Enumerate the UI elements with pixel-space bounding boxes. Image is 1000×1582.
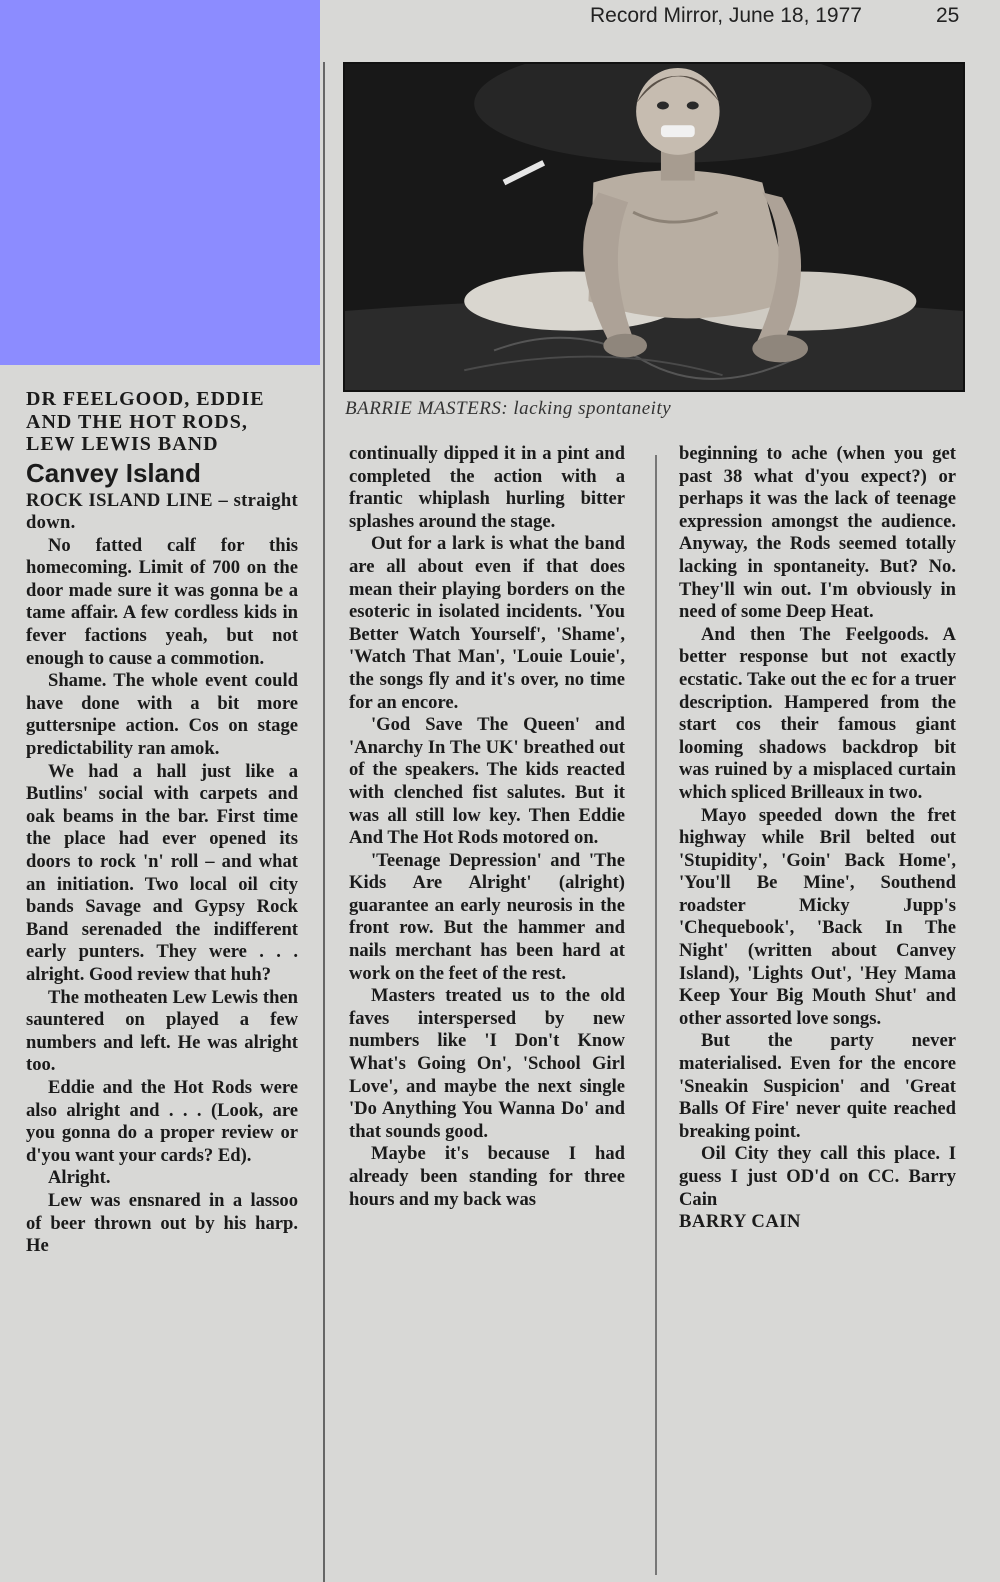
article-byline: BARRY CAIN — [679, 1211, 801, 1233]
photo-caption: BARRIE MASTERS: lacking spontaneity — [345, 398, 672, 419]
paragraph: Lew was ensnared in a lassoo of beer thrown out by his harp. He — [26, 1189, 298, 1257]
paragraph: beginning to ache (when you get past 38 what d'you expect?) or perhaps it was the lack of teenage expression amongst the audience. Anyway, the Rods seemed totally lacking in spontaneity. But? No. They'll win out. I'm obviously in need of some Deep Heat. — [679, 443, 956, 623]
article-column-1 — [26, 388, 298, 1258]
paragraph: Masters treated us to the old faves interspersed by new numbers like 'I Don't Know What's Going On', 'School Girl Love', and maybe the next single 'Do Anything You Wanna Do' and that sounds good. — [349, 985, 625, 1142]
paragraph: And then The Feelgoods. A better response but not exactly ecstatic. Take out the ec for a truer description. Hampered from the start cos their famous giant looming shadows backdrop bit was ruined by a misplaced curtain which spliced Brilleaux in two. — [679, 623, 956, 803]
paragraph: 'Teenage Depression' and 'The Kids Are Alright' (alright) guarantee an early neurosis in the front row. But the hammer and nails merchant has been hard at work on the feet of the rest. — [349, 849, 625, 984]
paragraph: We had a hall just like a Butlins' social with carpets and oak beams in the bar. First time the place had ever opened its doors to rock 'n' roll – and what an initiation. Two local oil city bands Savage and Gypsy Rock Band serenaded the indifferent early punters. They were . . . alright. Good review that huh? — [26, 760, 298, 985]
paragraph: ROCK ISLAND LINE – straight down. — [26, 489, 298, 534]
paragraph: 'God Save The Queen' and 'Anarchy In The UK' breathed out of the speakers. The kids reacted with clenched fist salutes. But it was all still low key. Then Eddie And The Hot Rods motored on. — [349, 714, 625, 849]
paragraph: The motheaten Lew Lewis then sauntered on played a few numbers and left. He was alright too. — [26, 986, 298, 1076]
article-column-2 — [349, 443, 625, 1211]
paragraph: Oil City they call this place. I guess I just OD'd on CC. Barry Cain — [679, 1143, 956, 1210]
paragraph: Mayo speeded down the fret highway while Bril belted out 'Stupidity', 'Goin' Back Home', 'You'll Be Mine', Southend roadster Micky Jupp's 'Chequebook', 'Back In The Night' (written about Canvey Island), 'Lights Out', 'Hey Mama Keep Your Big Mouth Shut' and other assorted love songs. — [679, 804, 956, 1029]
paragraph: Eddie and the Hot Rods were also alright and . . . (Look, are you gonna do a proper review or d'you want your cards? Ed). — [26, 1076, 298, 1166]
paragraph: Maybe it's because I had already been standing for three hours and my back was — [349, 1143, 625, 1210]
page-number: 25 — [936, 4, 960, 27]
paragraph: Shame. The whole event could have done with a bit more guttersnipe action. Cos on stage predictability ran amok. — [26, 670, 298, 760]
blank-blue-region — [0, 0, 320, 365]
paragraph: But the party never materialised. Even for the encore 'Sneakin Suspicion' and 'Great Balls Of Fire' never quite reached breaking point. — [679, 1030, 956, 1142]
article-headline: DR FEELGOOD, EDDIE AND THE HOT RODS, LEW LEWIS BAND — [26, 388, 265, 455]
article-column-3 — [679, 443, 956, 1234]
paragraph: Out for a lark is what the band are all about even if that does mean their playing borders on the esoteric in isolated incidents. 'You Better Watch Yourself', 'Shame', 'Watch That Man', 'Louie Louie', the songs fly and it's over, no time for an encore. — [349, 533, 625, 713]
masthead — [590, 4, 990, 30]
column-rule-right — [655, 455, 657, 1575]
column-rule-left — [323, 62, 325, 1582]
article-venue: Canvey Island — [26, 457, 201, 488]
paragraph: Alright. — [48, 1167, 111, 1189]
performer-photo-illustration — [345, 64, 963, 390]
performer-photo — [343, 62, 965, 392]
paragraph: No fatted calf for this homecoming. Limit of 700 on the door made sure it was gonna be a tame affair. A few cordless kids in fever factions yeah, but not enough to cause a commotion. — [26, 534, 298, 669]
paragraph: continually dipped it in a pint and completed the action with a frantic whiplash hurling bitter splashes around the stage. — [349, 443, 625, 532]
publication-date: Record Mirror, June 18, 1977 — [590, 4, 862, 27]
